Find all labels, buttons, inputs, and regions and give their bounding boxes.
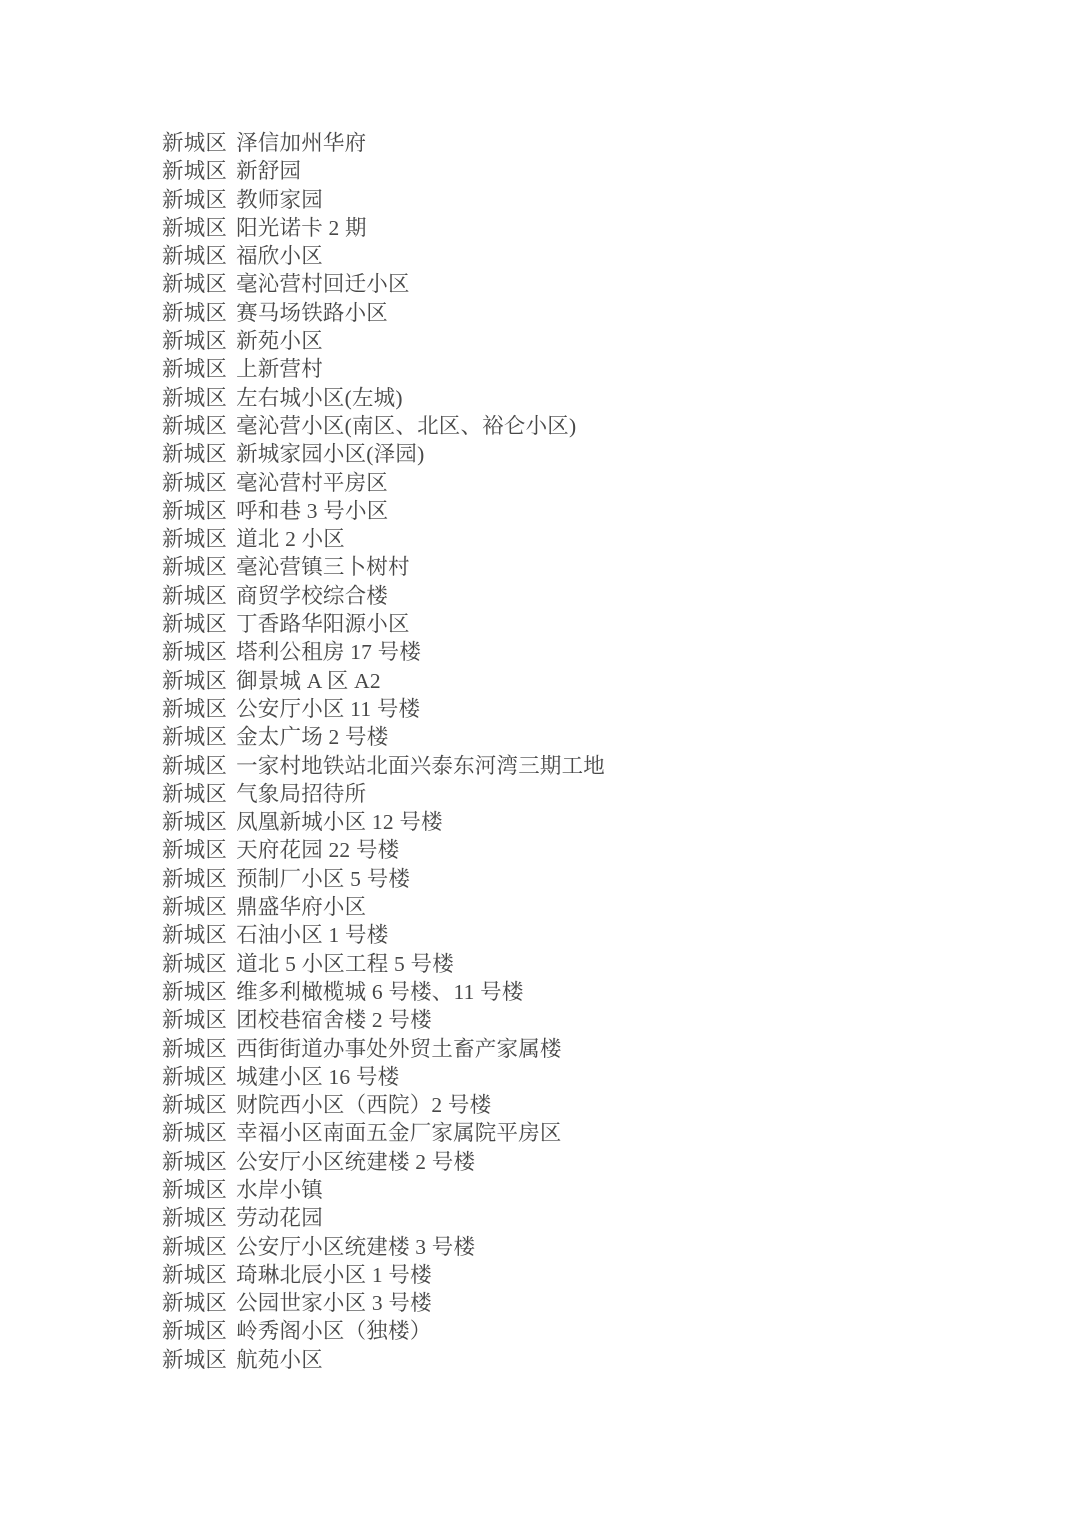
district-cell: 新城区 (162, 1177, 228, 1202)
list-row (162, 1148, 605, 1176)
list-row (162, 695, 605, 723)
list-row (162, 1091, 605, 1119)
list-row (162, 723, 605, 751)
list-row (162, 582, 605, 610)
list-row (162, 129, 605, 157)
district-cell: 新城区 (162, 329, 228, 354)
list-row (162, 553, 605, 581)
district-cell: 新城区 (162, 413, 228, 438)
list-row (162, 1176, 605, 1204)
district-cell: 新城区 (162, 272, 228, 297)
list-row (162, 270, 605, 298)
community-list (162, 129, 605, 1374)
district-cell: 新城区 (162, 810, 228, 835)
district-cell: 新城区 (162, 470, 228, 495)
district-cell: 新城区 (162, 1234, 228, 1259)
list-row (162, 1035, 605, 1063)
community-name-cell: 石油小区 1 号楼 (236, 923, 389, 948)
list-row (162, 1006, 605, 1034)
list-row (162, 469, 605, 497)
district-cell: 新城区 (162, 1121, 228, 1146)
list-row (162, 242, 605, 270)
district-cell: 新城区 (162, 1347, 228, 1372)
community-name-cell: 幸福小区南面五金厂家属院平房区 (236, 1121, 562, 1146)
community-name-cell: 维多利橄榄城 6 号楼、11 号楼 (236, 979, 524, 1004)
list-row (162, 610, 605, 638)
list-row (162, 299, 605, 327)
community-name-cell: 教师家园 (236, 187, 323, 212)
district-cell: 新城区 (162, 753, 228, 778)
district-cell: 新城区 (162, 725, 228, 750)
community-name-cell: 鼎盛华府小区 (236, 895, 367, 920)
district-cell: 新城区 (162, 555, 228, 580)
community-name-cell: 公园世家小区 3 号楼 (236, 1291, 432, 1316)
district-cell: 新城区 (162, 1064, 228, 1089)
community-name-cell: 公安厅小区 11 号楼 (236, 696, 421, 721)
district-cell: 新城区 (162, 1262, 228, 1287)
community-name-cell: 左右城小区(左城) (236, 385, 403, 410)
district-cell: 新城区 (162, 1319, 228, 1344)
list-row (162, 186, 605, 214)
community-name-cell: 凤凰新城小区 12 号楼 (236, 810, 443, 835)
list-row (162, 1317, 605, 1345)
district-cell: 新城区 (162, 696, 228, 721)
district-cell: 新城区 (162, 357, 228, 382)
list-row (162, 1346, 605, 1374)
district-cell: 新城区 (162, 244, 228, 269)
list-row (162, 1289, 605, 1317)
district-cell: 新城区 (162, 1291, 228, 1316)
community-name-cell: 公安厅小区统建楼 3 号楼 (236, 1234, 476, 1259)
community-name-cell: 毫沁营村平房区 (236, 470, 389, 495)
district-cell: 新城区 (162, 1008, 228, 1033)
community-name-cell: 城建小区 16 号楼 (236, 1064, 400, 1089)
community-name-cell: 天府花园 22 号楼 (236, 838, 400, 863)
list-row (162, 1063, 605, 1091)
community-name-cell: 毫沁营村回迁小区 (236, 272, 410, 297)
list-row (162, 667, 605, 695)
community-name-cell: 道北 5 小区工程 5 号楼 (236, 951, 454, 976)
district-cell: 新城区 (162, 1149, 228, 1174)
community-name-cell: 团校巷宿舍楼 2 号楼 (236, 1008, 432, 1033)
district-cell: 新城区 (162, 866, 228, 891)
list-row (162, 214, 605, 242)
list-row (162, 327, 605, 355)
district-cell: 新城区 (162, 979, 228, 1004)
list-row (162, 384, 605, 412)
community-name-cell: 岭秀阁小区（独楼） (236, 1319, 432, 1344)
district-cell: 新城区 (162, 215, 228, 240)
list-row (162, 1204, 605, 1232)
community-name-cell: 新苑小区 (236, 329, 323, 354)
district-cell: 新城区 (162, 951, 228, 976)
community-name-cell: 毫沁营小区(南区、北区、裕仑小区) (236, 413, 577, 438)
list-row (162, 355, 605, 383)
community-name-cell: 财院西小区（西院）2 号楼 (236, 1093, 492, 1118)
community-name-cell: 丁香路华阳源小区 (236, 612, 410, 637)
list-row (162, 893, 605, 921)
district-cell: 新城区 (162, 159, 228, 184)
list-row (162, 525, 605, 553)
list-row (162, 1261, 605, 1289)
list-row (162, 1119, 605, 1147)
community-name-cell: 劳动花园 (236, 1206, 323, 1231)
community-name-cell: 新舒园 (236, 159, 302, 184)
community-name-cell: 福欣小区 (236, 244, 323, 269)
community-name-cell: 西街街道办事处外贸土畜产家属楼 (236, 1036, 562, 1061)
community-name-cell: 预制厂小区 5 号楼 (236, 866, 411, 891)
district-cell: 新城区 (162, 781, 228, 806)
district-cell: 新城区 (162, 838, 228, 863)
community-name-cell: 阳光诺卡 2 期 (236, 215, 367, 240)
list-row (162, 836, 605, 864)
district-cell: 新城区 (162, 527, 228, 552)
district-cell: 新城区 (162, 1093, 228, 1118)
list-row (162, 865, 605, 893)
district-cell: 新城区 (162, 895, 228, 920)
list-row (162, 412, 605, 440)
community-name-cell: 一家村地铁站北面兴泰东河湾三期工地 (236, 753, 606, 778)
community-name-cell: 航苑小区 (236, 1347, 323, 1372)
list-row (162, 950, 605, 978)
list-row (162, 780, 605, 808)
district-cell: 新城区 (162, 583, 228, 608)
district-cell: 新城区 (162, 131, 228, 155)
community-name-cell: 水岸小镇 (236, 1177, 323, 1202)
district-cell: 新城区 (162, 442, 228, 467)
community-name-cell: 塔利公租房 17 号楼 (236, 640, 422, 665)
district-cell: 新城区 (162, 612, 228, 637)
community-name-cell: 上新营村 (236, 357, 323, 382)
community-name-cell: 御景城 A 区 A2 (236, 668, 381, 693)
district-cell: 新城区 (162, 1206, 228, 1231)
community-name-cell: 毫沁营镇三卜树村 (236, 555, 410, 580)
district-cell: 新城区 (162, 1036, 228, 1061)
list-row (162, 808, 605, 836)
list-row (162, 497, 605, 525)
district-cell: 新城区 (162, 498, 228, 523)
community-name-cell: 道北 2 小区 (236, 527, 346, 552)
list-row (162, 440, 605, 468)
community-name-cell: 公安厅小区统建楼 2 号楼 (236, 1149, 476, 1174)
community-name-cell: 泽信加州华府 (236, 131, 367, 155)
community-name-cell: 琦琳北辰小区 1 号楼 (236, 1262, 432, 1287)
list-row (162, 921, 605, 949)
community-name-cell: 新城家园小区(泽园) (236, 442, 425, 467)
district-cell: 新城区 (162, 385, 228, 410)
list-row (162, 752, 605, 780)
community-name-cell: 气象局招待所 (236, 781, 367, 806)
district-cell: 新城区 (162, 187, 228, 212)
list-row (162, 157, 605, 185)
community-name-cell: 商贸学校综合楼 (236, 583, 389, 608)
district-cell: 新城区 (162, 668, 228, 693)
community-name-cell: 金太广场 2 号楼 (236, 725, 389, 750)
community-name-cell: 赛马场铁路小区 (236, 300, 389, 325)
community-name-cell: 呼和巷 3 号小区 (236, 498, 389, 523)
district-cell: 新城区 (162, 923, 228, 948)
district-cell: 新城区 (162, 300, 228, 325)
list-row (162, 638, 605, 666)
list-row (162, 978, 605, 1006)
list-row (162, 1233, 605, 1261)
district-cell: 新城区 (162, 640, 228, 665)
